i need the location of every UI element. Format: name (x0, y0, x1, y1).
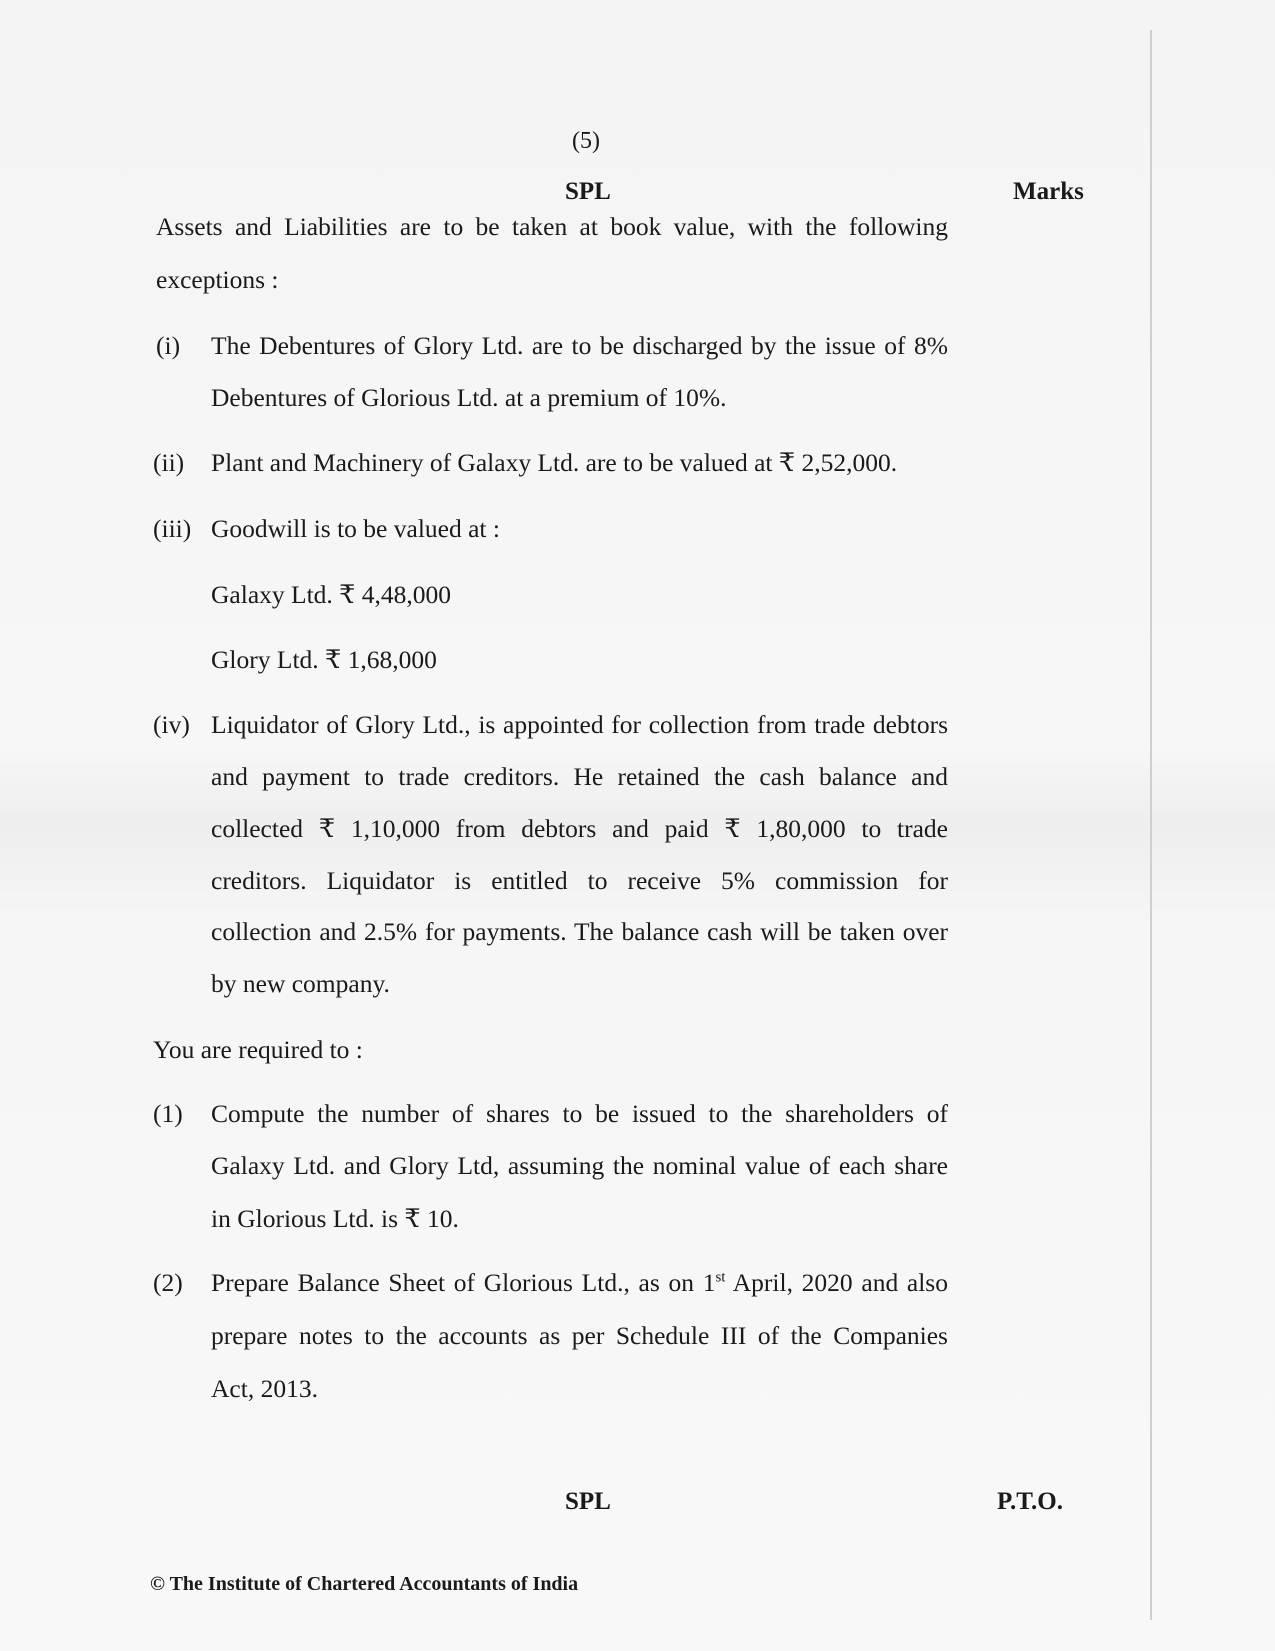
exception-number-ii: (ii) (153, 448, 185, 477)
exception-iv-line-1: Liquidator of Glory Ltd., is appointed for collection from trade debtors (211, 710, 948, 739)
intro-line-2: exceptions : (156, 265, 279, 294)
required-2-line-1-before: Prepare Balance Sheet of Glorious Ltd., as on 1 (211, 1268, 716, 1297)
pto-label: P.T.O. (997, 1488, 1063, 1515)
exception-i-line-2: Debentures of Glorious Ltd. at a premium of 10%. (211, 383, 727, 412)
required-number-1: (1) (153, 1099, 183, 1128)
paper-code-top: SPL (565, 178, 611, 205)
page-number: (5) (572, 128, 600, 154)
copyright-notice: © The Institute of Chartered Accountants of India (150, 1573, 579, 1595)
ordinal-suffix: st (715, 1269, 726, 1286)
required-2-line-2: prepare notes to the accounts as per Schedule III of the Companies (211, 1321, 948, 1350)
required-2-line-1-after: April, 2020 and also (725, 1268, 948, 1297)
paper-code-bottom: SPL (565, 1488, 611, 1515)
exception-number-iii: (iii) (153, 514, 192, 543)
required-heading: You are required to : (153, 1035, 363, 1064)
exception-i-line-1: The Debentures of Glory Ltd. are to be discharged by the issue of 8% (211, 331, 948, 360)
exception-iv-line-5: collection and 2.5% for payments. The balance cash will be taken over (211, 917, 948, 946)
exception-iii-line-1: Goodwill is to be valued at : (211, 514, 500, 543)
required-1-line-3: in Glorious Ltd. is ₹ 10. (211, 1204, 459, 1233)
required-1-line-2: Galaxy Ltd. and Glory Ltd, assuming the nominal value of each share (211, 1151, 948, 1180)
goodwill-galaxy: Galaxy Ltd. ₹ 4,48,000 (211, 580, 452, 609)
exception-iv-line-2: and payment to trade creditors. He retained the cash balance and (211, 762, 948, 791)
exception-iv-line-6: by new company. (211, 969, 390, 998)
page-edge (1150, 30, 1152, 1620)
exception-ii-line-1: Plant and Machinery of Galaxy Ltd. are to be valued at ₹ 2,52,000. (211, 448, 898, 477)
marks-label: Marks (1013, 178, 1084, 205)
exception-number-iv: (iv) (153, 710, 190, 739)
required-number-2: (2) (153, 1268, 183, 1297)
goodwill-glory: Glory Ltd. ₹ 1,68,000 (211, 645, 437, 674)
exception-iv-line-3: collected ₹ 1,10,000 from debtors and paid ₹ 1,80,000 to trade (211, 814, 948, 843)
required-2-line-1 (211, 1268, 948, 1298)
exception-iv-line-4: creditors. Liquidator is entitled to receive 5% commission for (211, 866, 948, 895)
required-1-line-1: Compute the number of shares to be issued to the shareholders of (211, 1099, 948, 1128)
exception-number-i: (i) (156, 331, 181, 360)
intro-line-1: Assets and Liabilities are to be taken at book value, with the following (156, 212, 948, 241)
required-2-line-3: Act, 2013. (211, 1374, 318, 1403)
